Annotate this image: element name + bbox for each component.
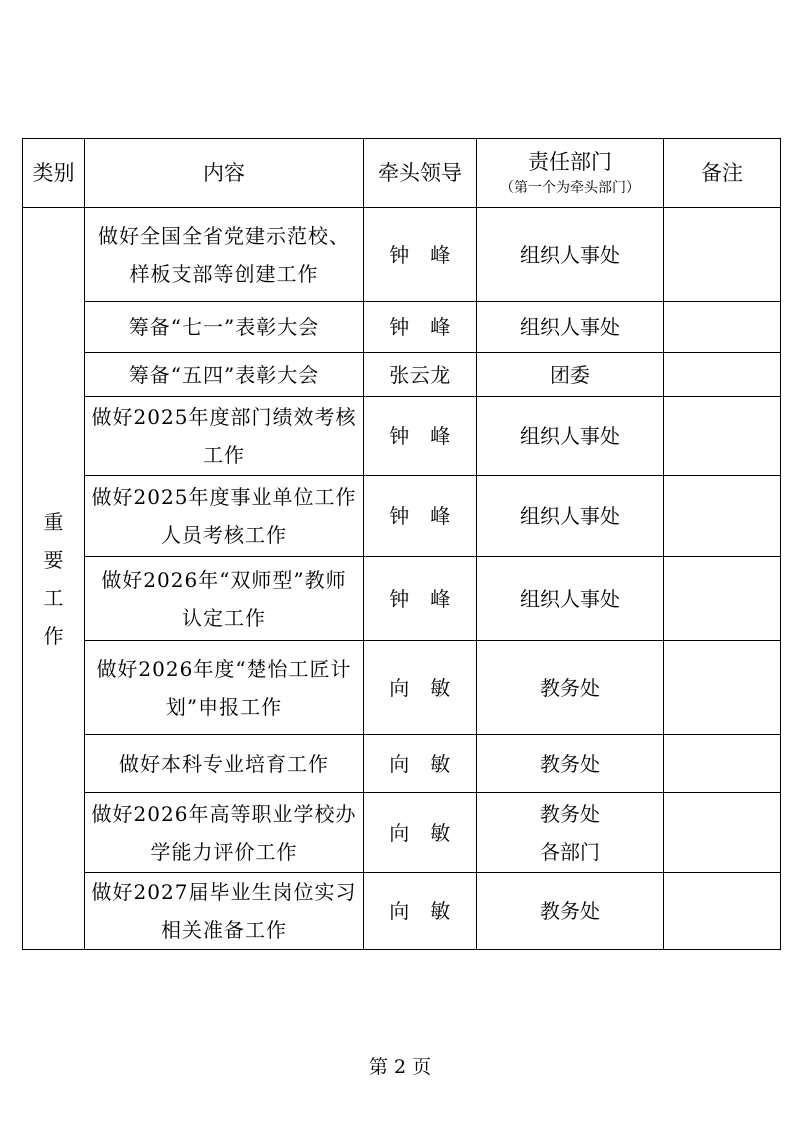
row-department-primary: 组织人事处	[520, 424, 620, 448]
row-remarks	[664, 793, 781, 873]
row-content: 做好全国全省党建示范校、样板支部等创建工作	[85, 208, 364, 302]
row-department-primary: 团委	[550, 362, 590, 387]
header-content: 内容	[85, 139, 364, 208]
row-leader: 钟 峰	[364, 208, 477, 302]
row-department-primary: 教务处	[540, 751, 600, 776]
row-content: 做好2026年高等职业学校办学能力评价工作	[85, 793, 364, 873]
table-row	[23, 873, 781, 950]
row-department-secondary: 各部门	[540, 839, 600, 864]
row-leader: 向 敏	[364, 735, 477, 793]
row-remarks	[664, 641, 781, 735]
table-header-row	[23, 139, 781, 208]
row-department-primary: 教务处	[540, 801, 600, 826]
row-content: 做好2026年度“楚怡工匠计划”申报工作	[85, 641, 364, 735]
row-remarks	[664, 557, 781, 641]
row-remarks	[664, 397, 781, 476]
row-content: 做好本科专业培育工作	[85, 735, 364, 793]
table-row	[23, 735, 781, 793]
row-department	[477, 208, 664, 302]
table-row	[23, 793, 781, 873]
row-leader: 钟 峰	[364, 302, 477, 353]
page-number: 第 2 页	[368, 1056, 432, 1078]
row-department-primary: 组织人事处	[520, 586, 620, 611]
row-department-primary: 组织人事处	[520, 504, 620, 528]
row-department	[477, 353, 664, 397]
header-remarks: 备注	[664, 139, 781, 208]
table-row	[23, 476, 781, 557]
row-remarks	[664, 353, 781, 397]
row-content: 做好2027届毕业生岗位实习相关准备工作	[85, 873, 364, 950]
row-leader: 向 敏	[364, 641, 477, 735]
row-department	[477, 397, 664, 476]
row-remarks	[664, 476, 781, 557]
table-row	[23, 302, 781, 353]
row-department	[477, 735, 664, 793]
row-leader: 向 敏	[364, 873, 477, 950]
category-label: 重要工作	[43, 509, 64, 648]
row-department-primary: 教务处	[540, 899, 600, 923]
row-leader: 张云龙	[364, 353, 477, 397]
table-row	[23, 641, 781, 735]
row-department	[477, 873, 664, 950]
header-department	[477, 139, 664, 208]
row-remarks	[664, 302, 781, 353]
header-category: 类别	[23, 139, 85, 208]
row-department	[477, 557, 664, 641]
table-row	[23, 353, 781, 397]
row-leader: 向 敏	[364, 793, 477, 873]
table-row	[23, 397, 781, 476]
row-remarks	[664, 208, 781, 302]
work-plan-table	[22, 138, 781, 950]
row-content: 筹备“七一”表彰大会	[85, 302, 364, 353]
row-department	[477, 641, 664, 735]
row-department	[477, 793, 664, 873]
row-content: 筹备“五四”表彰大会	[85, 353, 364, 397]
header-department-note: （第一个为牵头部门）	[500, 180, 640, 197]
table-row	[23, 557, 781, 641]
row-remarks	[664, 873, 781, 950]
row-content: 做好2026年“双师型”教师认定工作	[85, 557, 364, 641]
row-content: 做好2025年度部门绩效考核工作	[85, 397, 364, 476]
header-leader: 牵头领导	[364, 139, 477, 208]
row-department-primary: 教务处	[540, 675, 600, 700]
category-cell	[23, 208, 85, 950]
row-department	[477, 476, 664, 557]
row-leader: 钟 峰	[364, 397, 477, 476]
row-leader: 钟 峰	[364, 476, 477, 557]
header-department-label: 责任部门	[528, 149, 612, 174]
row-leader: 钟 峰	[364, 557, 477, 641]
row-content: 做好2025年度事业单位工作人员考核工作	[85, 476, 364, 557]
row-department	[477, 302, 664, 353]
row-department-primary: 组织人事处	[520, 315, 620, 339]
row-department-primary: 组织人事处	[520, 242, 620, 267]
table-row	[23, 208, 781, 302]
row-remarks	[664, 735, 781, 793]
